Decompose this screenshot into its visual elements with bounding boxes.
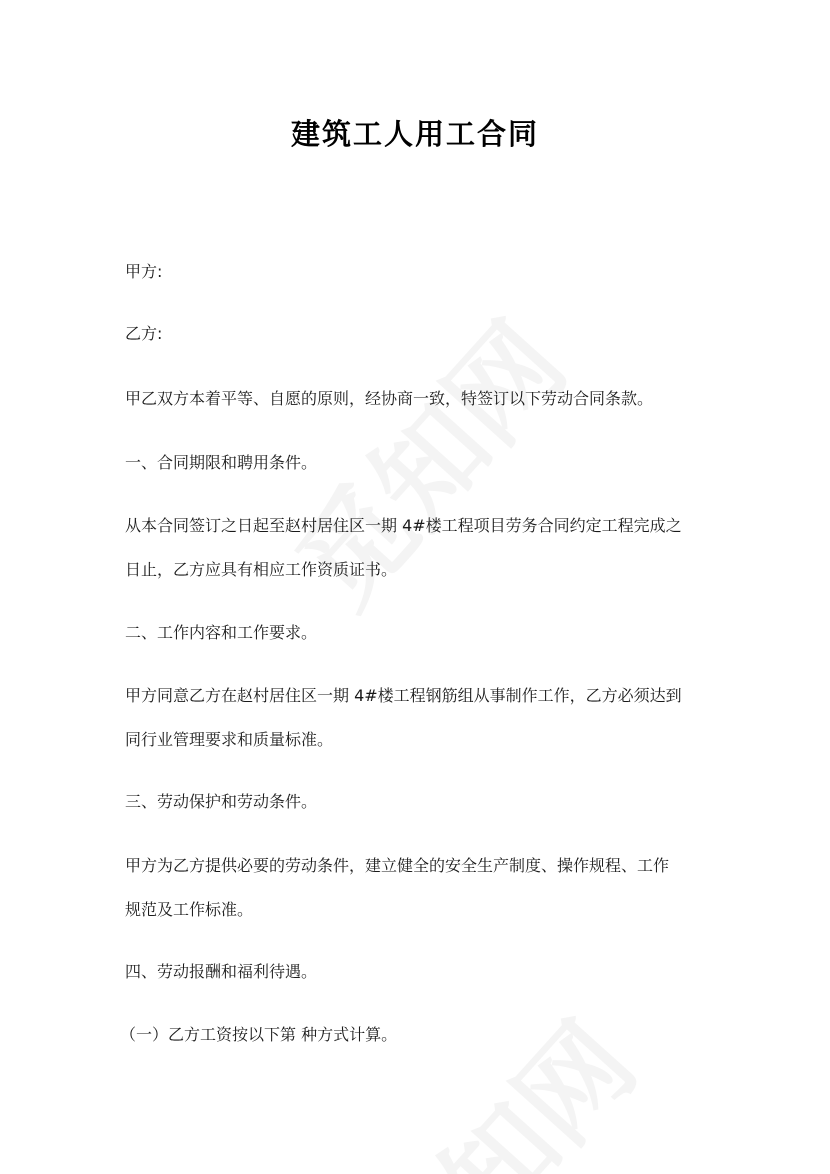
section-3-body-line-1: 甲方为乙方提供必要的劳动条件，建立健全的安全生产制度、操作规程、工作 [125, 856, 670, 875]
section-1-heading: 一、合同期限和聘用条件。 [125, 453, 318, 472]
party-a-label: 甲方: [125, 262, 163, 281]
party-b-label: 乙方: [125, 324, 163, 343]
section-2-body-line-1: 甲方同意乙方在赵村居住区一期 4#楼工程钢筋组从事制作工作，乙方必须达到 [125, 686, 682, 705]
section-2-heading: 二、工作内容和工作要求。 [125, 623, 318, 642]
watermark-bottom [326, 984, 664, 1174]
section-3-heading: 三、劳动保护和劳动条件。 [125, 792, 318, 811]
section-3-body-line-2: 规范及工作标准。 [125, 900, 254, 919]
section-1-body-line-2: 日止，乙方应具有相应工作资质证书。 [125, 560, 398, 579]
section-4-body-line-1: （一）乙方工资按以下第 种方式计算。 [120, 1025, 398, 1044]
intro-paragraph: 甲乙双方本着平等、自愿的原则，经协商一致，特签订以下劳动合同条款。 [125, 389, 654, 408]
section-1-body-line-1: 从本合同签订之日起至赵村居住区一期 4#楼工程项目劳务合同约定工程完成之 [125, 516, 682, 535]
document-title: 建筑工人用工合同 [290, 117, 539, 151]
section-4-heading: 四、劳动报酬和福利待遇。 [125, 962, 318, 981]
section-2-body-line-2: 同行业管理要求和质量标准。 [125, 730, 334, 749]
